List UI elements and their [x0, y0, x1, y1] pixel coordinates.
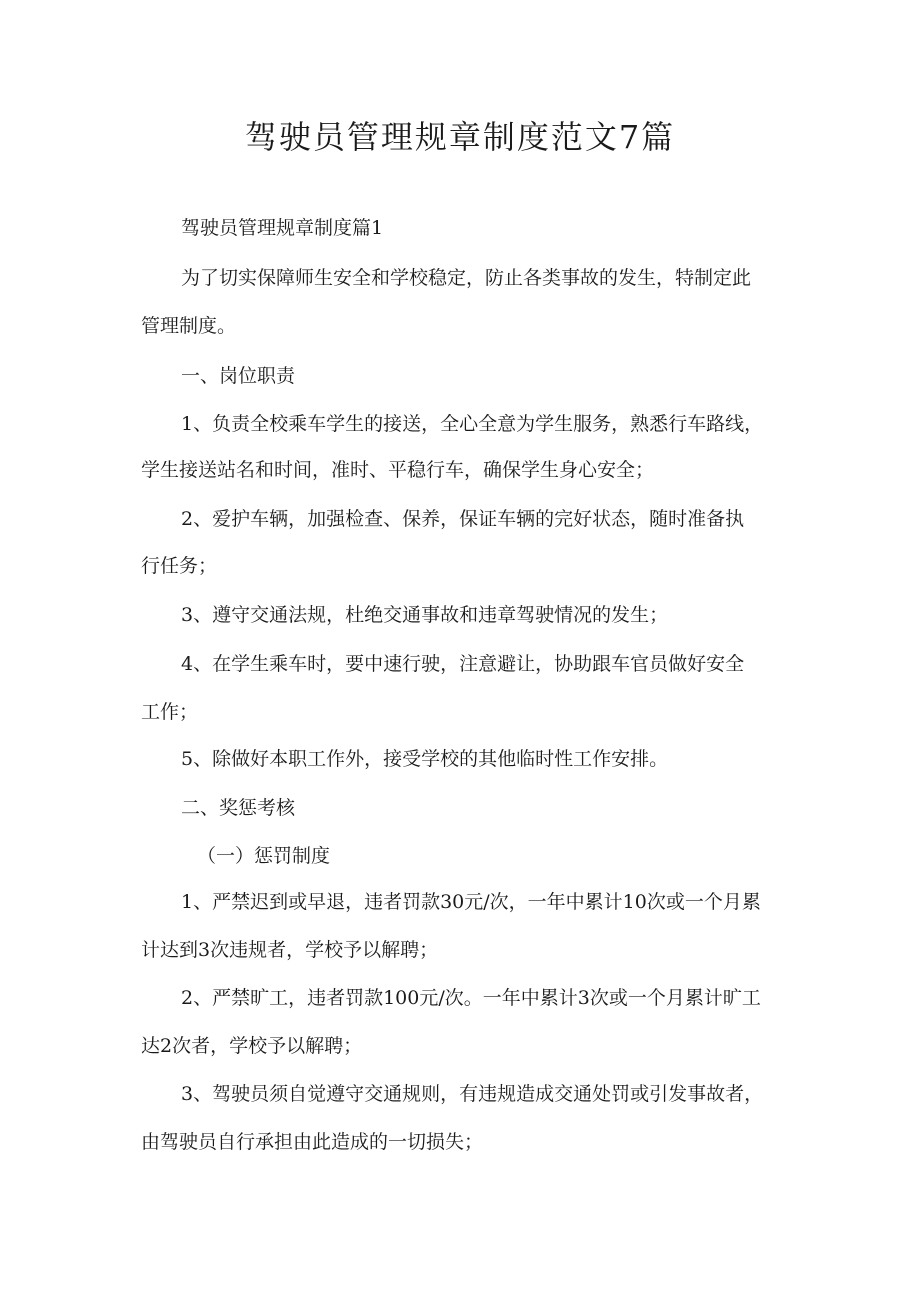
document-title: 驾驶员管理规章制度范文7篇 — [244, 118, 676, 156]
part2-item2-line1: 2、严禁旷工，违者罚款100元/次。一年中累计3次或一个月累计旷工 — [181, 987, 761, 1009]
section-heading: 驾驶员管理规章制度篇1 — [181, 217, 384, 239]
part2-item3-line1: 3、驾驶员须自觉遵守交通规则，有违规造成交通处罚或引发事故者， — [181, 1083, 764, 1105]
intro-line-1: 为了切实保障师生安全和学校稳定，防止各类事故的发生，特制定此 — [181, 267, 752, 289]
part1-heading: 一、岗位职责 — [181, 365, 296, 387]
part1-item2-line2: 行任务； — [141, 555, 218, 577]
part1-item1-line2: 学生接送站名和时间，准时、平稳行车，确保学生身心安全； — [141, 459, 655, 481]
part1-item4-line1: 4、在学生乘车时，要中速行驶，注意避让，协助跟车官员做好安全 — [181, 653, 745, 675]
part1-item5: 5、除做好本职工作外，接受学校的其他临时性工作安排。 — [181, 748, 669, 770]
part1-item4-line2: 工作； — [141, 701, 199, 723]
intro-line-2: 管理制度。 — [141, 315, 237, 337]
part2-item1-line2: 计达到3次违规者，学校予以解聘； — [141, 939, 439, 961]
part2-subheading: （一）惩罚制度 — [197, 845, 331, 867]
part2-heading: 二、奖惩考核 — [181, 797, 296, 819]
part1-item1-line1: 1、负责全校乘车学生的接送，全心全意为学生服务，熟悉行车路线， — [181, 413, 764, 435]
part2-item2-line2: 达2次者，学校予以解聘； — [141, 1035, 363, 1057]
part1-item2-line1: 2、爱护车辆，加强检查、保养，保证车辆的完好状态，随时准备执 — [181, 508, 745, 530]
part2-item3-line2: 由驾驶员自行承担由此造成的一切损失； — [141, 1131, 484, 1153]
part2-item1-line1: 1、严禁迟到或早退，违者罚款30元/次，一年中累计10次或一个月累 — [181, 891, 761, 913]
part1-item3: 3、遵守交通法规，杜绝交通事故和违章驾驶情况的发生； — [181, 604, 669, 626]
